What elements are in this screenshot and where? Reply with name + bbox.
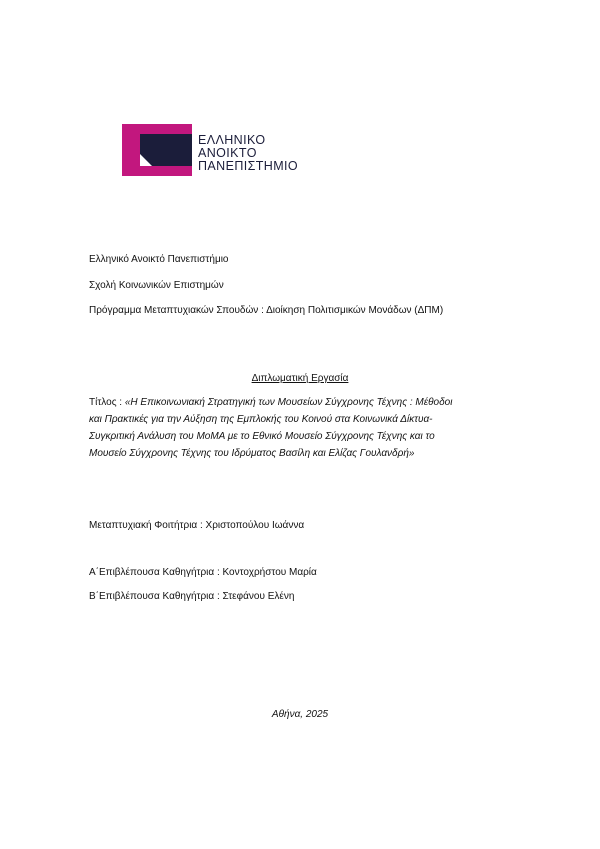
logo-mark-icon: [122, 124, 194, 178]
title-text: «Η Επικοινωνιακή Στρατηγική των Μουσείων Σύγχρονης Τέχνης : Μέθοδοι: [124, 397, 453, 408]
student-name: Μεταπτυχιακή Φοιτήτρια : Χριστοπούλου Ιωάννα: [89, 520, 305, 531]
school-name: Σχολή Κοινωνικών Επιστημών: [89, 280, 224, 291]
thesis-title-line: Μουσείο Σύγχρονης Τέχνης του Ιδρύματος Βασίλη και Ελίζας Γουλανδρή»: [89, 448, 415, 459]
logo-line-2: ΑΝΟΙΚΤΟ: [198, 146, 257, 160]
program-name: Πρόγραμμα Μεταπτυχιακών Σπουδών : Διοίκηση Πολιτισμικών Μονάδων (ΔΠΜ): [89, 305, 444, 316]
university-logo: [122, 124, 322, 178]
logo-line-3: ΠΑΝΕΠΙΣΤΗΜΙΟ: [198, 159, 299, 173]
place-and-date: Αθήνα, 2025: [271, 709, 329, 720]
supervisor-b: Β΄Επιβλέπουσα Καθηγήτρια : Στεφάνου Ελένη: [89, 591, 295, 602]
thesis-title: [89, 394, 529, 462]
thesis-title-line: και Πρακτικές για την Αύξηση της Εμπλοκής του Κοινού στα Κοινωνικά Δίκτυα-: [89, 414, 433, 425]
thesis-title-line: [89, 394, 529, 411]
logo-text: [198, 134, 298, 173]
university-name: Ελληνικό Ανοικτό Πανεπιστήμιο: [89, 254, 229, 265]
thesis-title-line: Συγκριτική Ανάλυση του MoMA με το Εθνικό Μουσείο Σύγχρονης Τέχνης και το: [89, 431, 435, 442]
document-type-heading: Διπλωματική Εργασία: [251, 373, 349, 384]
title-label: Τίτλος :: [89, 397, 125, 408]
logo-line-1: ΕΛΛΗΝΙΚΟ: [198, 133, 266, 147]
supervisor-a: Α΄Επιβλέπουσα Καθηγήτρια : Κοντοχρήστου Μαρία: [89, 567, 317, 578]
